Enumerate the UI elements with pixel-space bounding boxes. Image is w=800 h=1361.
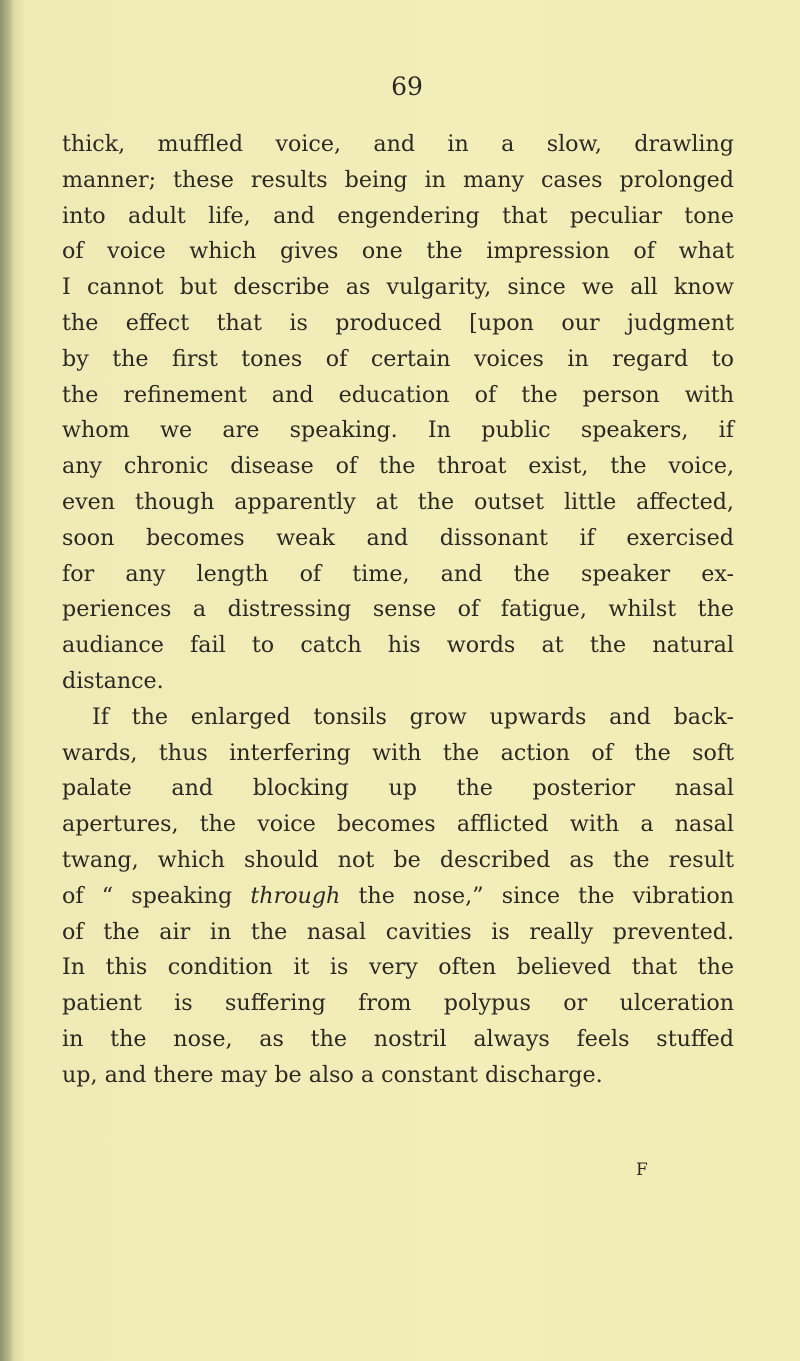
signature-mark: F xyxy=(636,1160,648,1180)
text-run: of “ speaking xyxy=(62,882,251,909)
text-line: even though apparently at the outset little affected, xyxy=(62,488,734,515)
text-line: whom we are speaking. In public speakers, if xyxy=(62,417,734,444)
page-gutter xyxy=(0,0,14,1361)
italic-text-run: through xyxy=(250,882,341,909)
text-line: distance. xyxy=(62,667,164,694)
text-line: In this condition it is very often believed that the xyxy=(62,954,734,981)
text-line: I cannot but describe as vulgarity, since we all know xyxy=(62,274,734,301)
page-body-text xyxy=(62,127,734,1094)
text-line: up, and there may be also a constant discharge. xyxy=(62,1061,603,1088)
text-line: into adult life, and engendering that peculiar tone xyxy=(62,202,734,229)
text-line xyxy=(62,879,734,915)
text-line: twang, which should not be described as the result xyxy=(62,846,734,873)
text-line: in the nose, as the nostril always feels stuffed xyxy=(62,1025,734,1052)
paragraph xyxy=(62,700,734,1094)
text-line: If the enlarged tonsils grow upwards and back- xyxy=(92,703,734,730)
text-line: periences a distressing sense of fatigue, whilst the xyxy=(62,596,734,623)
paragraph xyxy=(62,127,734,700)
text-line: the effect that is produced [upon our judgment xyxy=(62,309,734,336)
text-line: by the first tones of certain voices in regard to xyxy=(62,345,734,372)
text-line: patient is suffering from polypus or ulceration xyxy=(62,990,734,1017)
text-line: any chronic disease of the throat exist, the voice, xyxy=(62,453,734,480)
text-line: apertures, the voice becomes afflicted with a nasal xyxy=(62,811,734,838)
page-number: 69 xyxy=(391,72,423,101)
text-line: the refinement and education of the person with xyxy=(62,381,734,408)
text-line: manner; these results being in many cases prolonged xyxy=(62,166,734,193)
text-line: wards, thus interfering with the action of the soft xyxy=(62,739,734,766)
text-line: for any length of time, and the speaker ex- xyxy=(62,560,734,587)
text-line: thick, muffled voice, and in a slow, drawling xyxy=(62,131,734,157)
text-line: soon becomes weak and dissonant if exercised xyxy=(62,524,734,551)
text-run: the nose,” since the vibration xyxy=(340,882,734,909)
text-line: of the air in the nasal cavities is really prevented. xyxy=(62,918,734,945)
text-line: of voice which gives one the impression of what xyxy=(62,238,734,265)
text-line: audiance fail to catch his words at the natural xyxy=(62,632,734,659)
text-line: palate and blocking up the posterior nasal xyxy=(62,775,734,802)
